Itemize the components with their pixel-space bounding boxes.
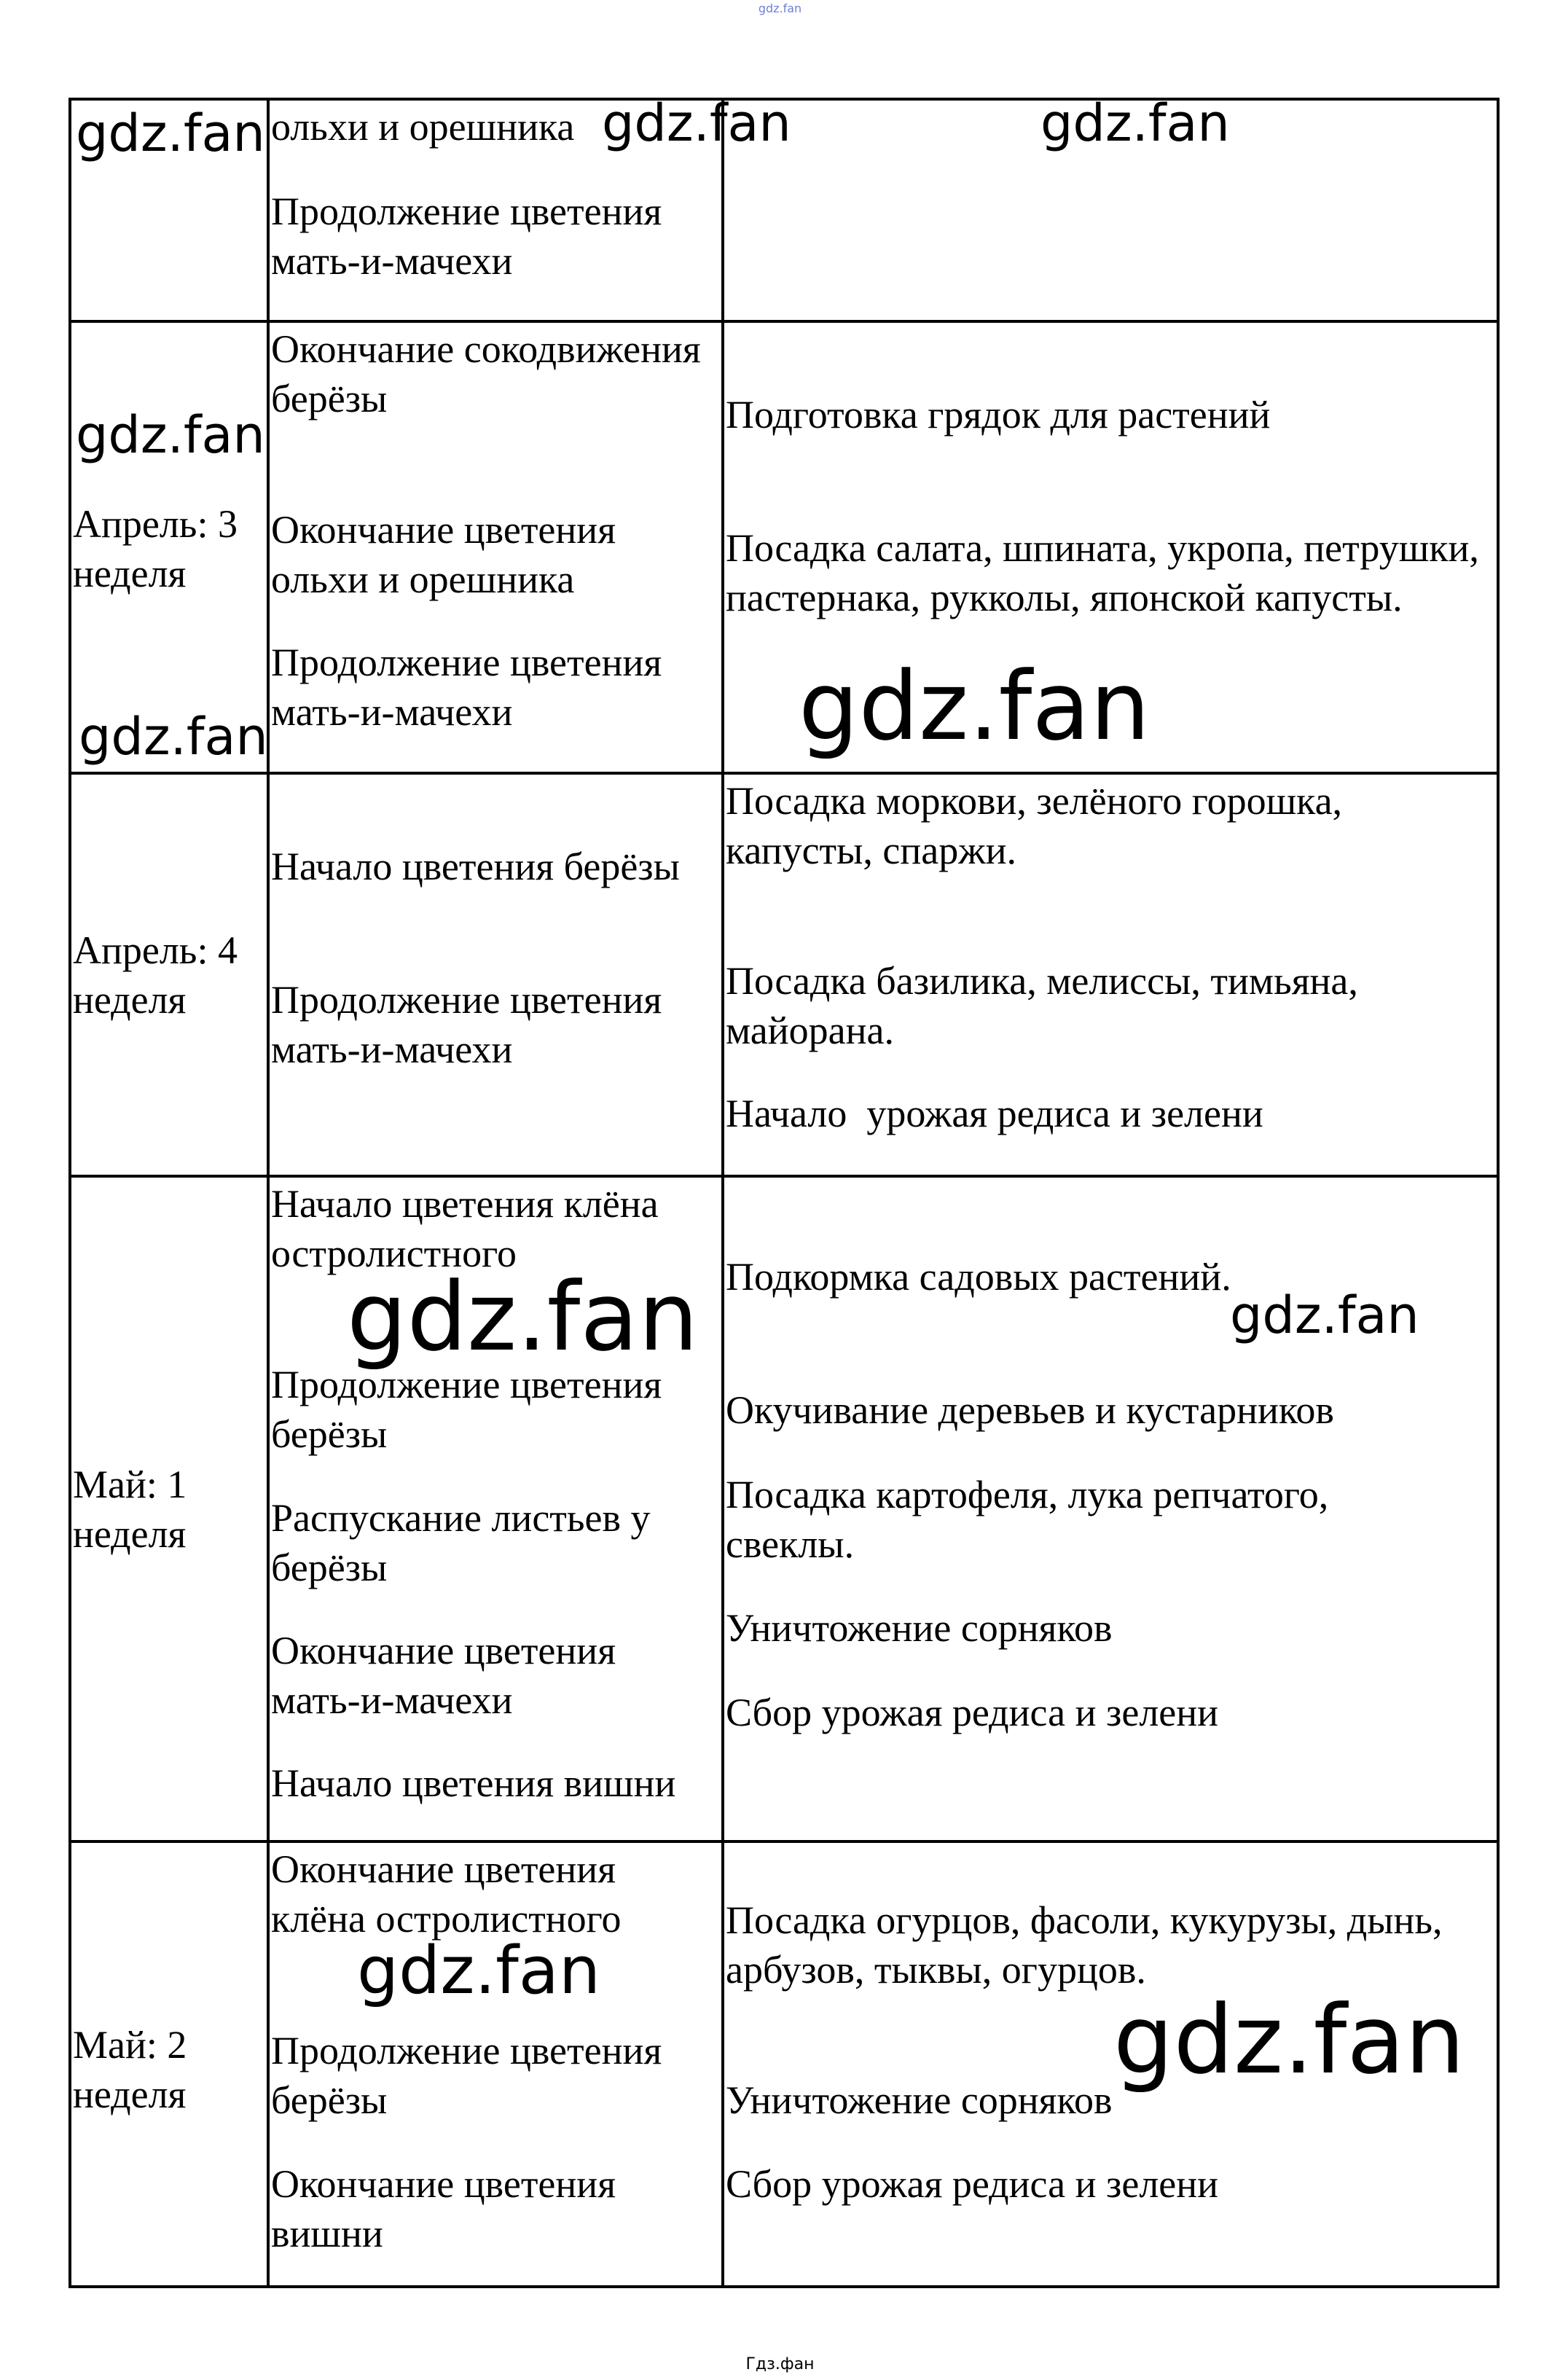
week-label: Апрель: 3 неделя [73, 502, 238, 595]
page-footer: Гдз.фан [745, 2355, 815, 2373]
watermark-text: gdz.fan [76, 405, 265, 465]
header-watermark: gdz.fan [758, 1, 802, 15]
nature-item: Продолжение цветения мать-и-мачехи [271, 641, 662, 734]
nature-item: Начало цветения берёзы [271, 845, 680, 888]
nature-item: ольхи и орешника [271, 105, 575, 149]
nature-item: Распускание листьев у берёзы [271, 1496, 651, 1589]
work-item: Сбор урожая редиса и зелени [726, 2162, 1219, 2206]
week-label: Май: 2 неделя [73, 2023, 187, 2116]
work-item: Посадка огурцов, фасоли, кукурузы, дынь, арбузов, тыквы, огурцов. [726, 1898, 1443, 1992]
nature-item: Продолжение цветения берёзы [271, 1363, 662, 1456]
work-item: Подготовка грядок для растений [726, 393, 1271, 437]
watermark-text: gdz.fan [602, 93, 791, 153]
nature-item: Начало цветения вишни [271, 1761, 676, 1805]
watermark-text: gdz.fan [1040, 93, 1230, 153]
week-label: Апрель: 4 неделя [73, 928, 238, 1022]
watermark-text: gdz.fan [76, 103, 265, 163]
nature-item: Окончание цветения вишни [271, 2162, 616, 2255]
work-item: Начало урожая редиса и зелени [726, 1092, 1263, 1135]
work-item: Окучивание деревьев и кустарников [726, 1388, 1334, 1432]
work-item: Подкормка садовых растений. [726, 1255, 1231, 1299]
work-item: Посадка моркови, зелёного горошка, капусты, спаржи. [726, 779, 1343, 872]
nature-item: Окончание сокодвижения берёзы [271, 327, 701, 420]
nature-item: Окончание цветения клёна остролистного [271, 1847, 622, 1941]
watermark-text: gdz.fan [79, 707, 268, 767]
nature-item: Начало цветения клёна остролистного [271, 1182, 659, 1275]
watermark-text: gdz.fan [1113, 1984, 1465, 2095]
nature-item: Продолжение цветения берёзы [271, 2029, 662, 2122]
watermark-text: gdz.fan [357, 1933, 600, 2009]
work-item: Уничтожение сорняков [726, 2078, 1113, 2122]
work-item: Посадка салата, шпината, укропа, петрушки, пастернака, рукколы, японской капусты. [726, 526, 1479, 619]
nature-item: Окончание цветения мать-и-мачехи [271, 1629, 616, 1722]
watermark-text: gdz.fan [347, 1261, 699, 1372]
watermark-text: gdz.fan [799, 651, 1151, 762]
watermark-text: gdz.fan [1230, 1285, 1419, 1345]
nature-item: Продолжение цветения мать-и-мачехи [271, 189, 662, 283]
work-item: Посадка базилика, мелиссы, тимьяна, майорана. [726, 959, 1358, 1052]
work-item: Уничтожение сорняков [726, 1606, 1113, 1650]
nature-item: Продолжение цветения мать-и-мачехи [271, 978, 662, 1071]
week-label: Май: 1 неделя [73, 1463, 187, 1556]
work-item: Сбор урожая редиса и зелени [726, 1691, 1219, 1734]
nature-item: Окончание цветения ольхи и орешника [271, 508, 616, 601]
work-item: Посадка картофеля, лука репчатого, свеклы. [726, 1473, 1329, 1566]
